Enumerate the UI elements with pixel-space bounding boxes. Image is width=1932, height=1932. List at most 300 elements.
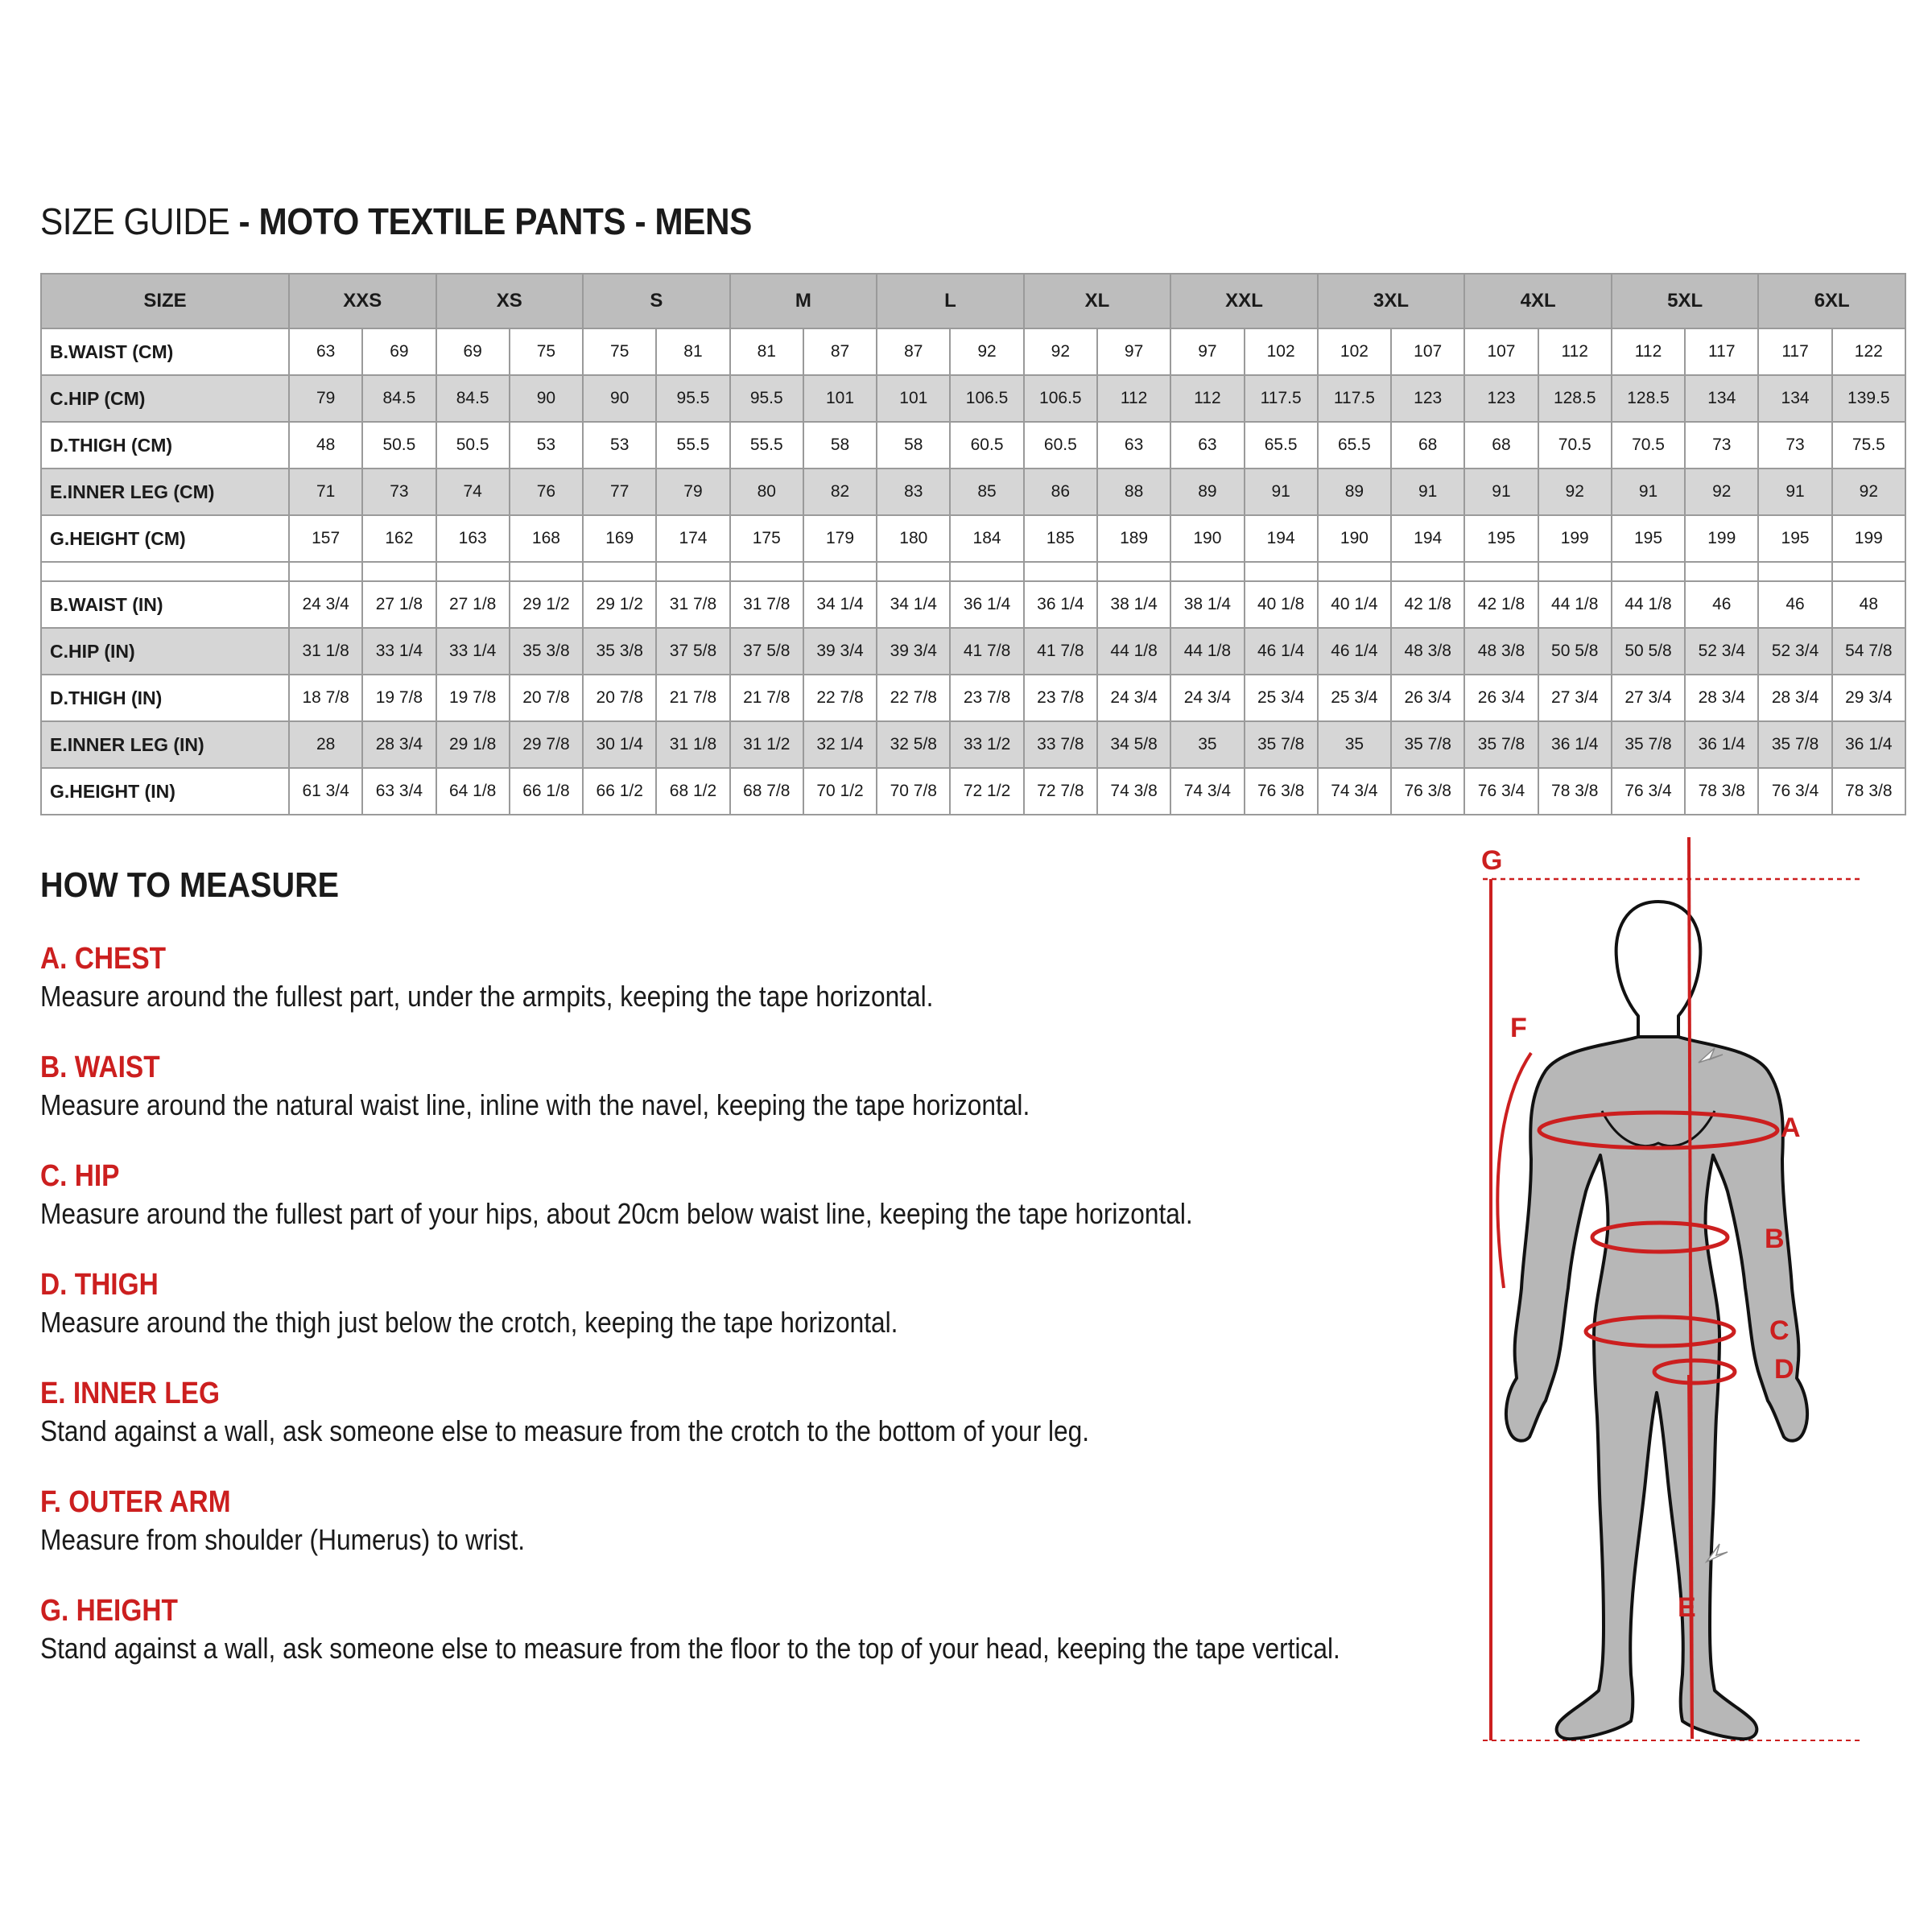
table-cell: 190 <box>1318 515 1391 562</box>
table-cell: 44 1/8 <box>1612 581 1685 628</box>
spacer-cell <box>1832 562 1905 581</box>
table-cell: 44 1/8 <box>1170 628 1244 675</box>
table-cell: 34 1/4 <box>803 581 877 628</box>
row-label: E.INNER LEG (CM) <box>41 469 289 515</box>
table-cell: 77 <box>583 469 656 515</box>
table-cell: 42 1/8 <box>1464 581 1538 628</box>
table-cell: 22 7/8 <box>803 675 877 721</box>
title-main: - MOTO TEXTILE PANTS - MENS <box>229 200 752 242</box>
table-cell: 44 1/8 <box>1097 628 1170 675</box>
table-cell: 26 3/4 <box>1464 675 1538 721</box>
table-cell: 31 1/2 <box>730 721 803 768</box>
table-cell: 19 7/8 <box>362 675 436 721</box>
table-cell: 24 3/4 <box>1170 675 1244 721</box>
table-cell: 32 1/4 <box>803 721 877 768</box>
table-cell: 106.5 <box>1024 375 1097 422</box>
size-header-cell: XXL <box>1170 274 1318 328</box>
table-cell: 123 <box>1464 375 1538 422</box>
row-label: G.HEIGHT (CM) <box>41 515 289 562</box>
table-cell: 97 <box>1097 328 1170 375</box>
table-cell: 33 1/2 <box>950 721 1023 768</box>
measure-description: Measure around the fullest part of your hips, about 20cm below waist line, keeping the tape horizontal. <box>40 1197 1193 1230</box>
table-cell: 82 <box>803 469 877 515</box>
table-cell: 74 3/8 <box>1097 768 1170 815</box>
table-cell: 27 3/4 <box>1612 675 1685 721</box>
table-cell: 157 <box>289 515 362 562</box>
table-cell: 37 5/8 <box>656 628 729 675</box>
table-cell: 35 7/8 <box>1758 721 1831 768</box>
table-cell: 55.5 <box>730 422 803 469</box>
table-cell: 52 3/4 <box>1685 628 1758 675</box>
table-cell: 70.5 <box>1538 422 1612 469</box>
table-cell: 29 1/2 <box>510 581 583 628</box>
table-cell: 85 <box>950 469 1023 515</box>
table-cell: 39 3/4 <box>877 628 950 675</box>
label-f: F <box>1510 1013 1527 1043</box>
size-header-cell: XS <box>436 274 584 328</box>
table-cell: 199 <box>1832 515 1905 562</box>
table-cell: 58 <box>803 422 877 469</box>
table-cell: 75 <box>583 328 656 375</box>
table-cell: 81 <box>656 328 729 375</box>
row-label: B.WAIST (CM) <box>41 328 289 375</box>
table-cell: 112 <box>1538 328 1612 375</box>
spacer-cell <box>656 562 729 581</box>
table-cell: 23 7/8 <box>950 675 1023 721</box>
table-cell: 32 5/8 <box>877 721 950 768</box>
measure-description: Measure around the fullest part, under the armpits, keeping the tape horizontal. <box>40 980 934 1013</box>
spacer-cell <box>730 562 803 581</box>
spacer-cell <box>1758 562 1831 581</box>
table-cell: 24 3/4 <box>1097 675 1170 721</box>
table-cell: 21 7/8 <box>730 675 803 721</box>
table-cell: 185 <box>1024 515 1097 562</box>
table-cell: 68 7/8 <box>730 768 803 815</box>
table-cell: 76 3/4 <box>1758 768 1831 815</box>
spacer-cell <box>1538 562 1612 581</box>
size-header-cell: 5XL <box>1612 274 1759 328</box>
table-cell: 50.5 <box>362 422 436 469</box>
body-measurement-figure <box>1465 837 1884 1755</box>
row-label: E.INNER LEG (IN) <box>41 721 289 768</box>
row-label: B.WAIST (IN) <box>41 581 289 628</box>
size-header-cell: S <box>583 274 730 328</box>
table-cell: 36 1/4 <box>1832 721 1905 768</box>
table-cell: 55.5 <box>656 422 729 469</box>
table-cell: 97 <box>1170 328 1244 375</box>
table-row <box>41 328 1905 375</box>
measure-heading: G. HEIGHT <box>40 1594 178 1628</box>
table-cell: 33 1/4 <box>362 628 436 675</box>
table-cell: 83 <box>877 469 950 515</box>
size-header-cell: L <box>877 274 1024 328</box>
table-cell: 52 3/4 <box>1758 628 1831 675</box>
table-cell: 74 <box>436 469 510 515</box>
table-cell: 30 1/4 <box>583 721 656 768</box>
measure-item <box>40 942 1409 1013</box>
table-row <box>41 628 1905 675</box>
label-d: D <box>1774 1354 1794 1385</box>
table-cell: 64 1/8 <box>436 768 510 815</box>
how-to-measure-heading: HOW TO MEASURE <box>40 865 340 905</box>
table-cell: 84.5 <box>436 375 510 422</box>
table-cell: 75 <box>510 328 583 375</box>
table-cell: 92 <box>1832 469 1905 515</box>
table-cell: 66 1/2 <box>583 768 656 815</box>
label-c: C <box>1769 1315 1790 1346</box>
spacer-cell <box>41 562 289 581</box>
table-cell: 46 1/4 <box>1245 628 1318 675</box>
table-cell: 22 7/8 <box>877 675 950 721</box>
table-cell: 50 5/8 <box>1538 628 1612 675</box>
table-cell: 53 <box>510 422 583 469</box>
table-cell: 76 3/4 <box>1464 768 1538 815</box>
table-cell: 63 <box>289 328 362 375</box>
table-cell: 68 <box>1391 422 1464 469</box>
measure-heading: E. INNER LEG <box>40 1377 220 1410</box>
row-label: G.HEIGHT (IN) <box>41 768 289 815</box>
measure-item <box>40 1485 1409 1557</box>
table-cell: 65.5 <box>1245 422 1318 469</box>
measure-item <box>40 1268 1409 1340</box>
table-cell: 101 <box>877 375 950 422</box>
size-header-label: SIZE <box>41 274 289 328</box>
table-cell: 74 3/4 <box>1170 768 1244 815</box>
measure-description: Measure from shoulder (Humerus) to wrist. <box>40 1523 526 1556</box>
table-cell: 180 <box>877 515 950 562</box>
table-cell: 29 3/4 <box>1832 675 1905 721</box>
table-cell: 48 3/8 <box>1391 628 1464 675</box>
table-cell: 72 1/2 <box>950 768 1023 815</box>
measure-item <box>40 1594 1409 1666</box>
table-cell: 27 1/8 <box>362 581 436 628</box>
table-cell: 40 1/4 <box>1318 581 1391 628</box>
table-cell: 189 <box>1097 515 1170 562</box>
measure-description: Stand against a wall, ask someone else to measure from the crotch to the bottom of your leg. <box>40 1414 1090 1447</box>
table-cell: 58 <box>877 422 950 469</box>
measure-heading: C. HIP <box>40 1159 120 1193</box>
table-cell: 195 <box>1758 515 1831 562</box>
table-cell: 70.5 <box>1612 422 1685 469</box>
table-cell: 63 <box>1097 422 1170 469</box>
table-cell: 34 5/8 <box>1097 721 1170 768</box>
spacer-cell <box>362 562 436 581</box>
table-cell: 41 7/8 <box>950 628 1023 675</box>
table-cell: 25 3/4 <box>1318 675 1391 721</box>
measure-description: Stand against a wall, ask someone else to measure from the floor to the top of your head, keeping the tape vertical. <box>40 1632 1340 1665</box>
table-cell: 28 3/4 <box>362 721 436 768</box>
table-cell: 117 <box>1758 328 1831 375</box>
table-row <box>41 469 1905 515</box>
table-cell: 29 1/8 <box>436 721 510 768</box>
table-cell: 27 3/4 <box>1538 675 1612 721</box>
spacer-cell <box>803 562 877 581</box>
table-cell: 174 <box>656 515 729 562</box>
size-header-cell: 6XL <box>1758 274 1905 328</box>
table-cell: 101 <box>803 375 877 422</box>
table-cell: 60.5 <box>950 422 1023 469</box>
measure-heading: B. WAIST <box>40 1051 160 1084</box>
table-cell: 35 <box>1170 721 1244 768</box>
table-cell: 122 <box>1832 328 1905 375</box>
measure-item <box>40 1159 1409 1231</box>
table-cell: 123 <box>1391 375 1464 422</box>
table-cell: 48 <box>1832 581 1905 628</box>
table-cell: 46 <box>1758 581 1831 628</box>
spacer-cell <box>1685 562 1758 581</box>
table-cell: 128.5 <box>1538 375 1612 422</box>
table-row <box>41 515 1905 562</box>
table-cell: 28 3/4 <box>1685 675 1758 721</box>
table-cell: 91 <box>1245 469 1318 515</box>
table-cell: 92 <box>1685 469 1758 515</box>
table-cell: 27 1/8 <box>436 581 510 628</box>
table-cell: 134 <box>1685 375 1758 422</box>
table-cell: 48 <box>289 422 362 469</box>
measure-heading: F. OUTER ARM <box>40 1485 231 1519</box>
table-cell: 54 7/8 <box>1832 628 1905 675</box>
table-cell: 199 <box>1538 515 1612 562</box>
table-cell: 72 7/8 <box>1024 768 1097 815</box>
measure-heading: A. CHEST <box>40 942 167 976</box>
table-cell: 106.5 <box>950 375 1023 422</box>
table-cell: 92 <box>1538 469 1612 515</box>
table-cell: 65.5 <box>1318 422 1391 469</box>
table-cell: 195 <box>1612 515 1685 562</box>
table-cell: 92 <box>950 328 1023 375</box>
table-cell: 35 3/8 <box>583 628 656 675</box>
table-cell: 38 1/4 <box>1170 581 1244 628</box>
table-cell: 60.5 <box>1024 422 1097 469</box>
title-prefix: SIZE GUIDE <box>40 200 230 242</box>
table-cell: 36 1/4 <box>1538 721 1612 768</box>
measure-item <box>40 1051 1409 1122</box>
table-cell: 112 <box>1097 375 1170 422</box>
size-header-cell: 4XL <box>1464 274 1612 328</box>
table-cell: 87 <box>877 328 950 375</box>
body-silhouette <box>1506 902 1807 1739</box>
table-cell: 91 <box>1391 469 1464 515</box>
table-cell: 76 <box>510 469 583 515</box>
table-spacer-row <box>41 562 1905 581</box>
table-row <box>41 581 1905 628</box>
table-cell: 117.5 <box>1245 375 1318 422</box>
table-cell: 112 <box>1170 375 1244 422</box>
table-cell: 20 7/8 <box>510 675 583 721</box>
table-cell: 73 <box>1685 422 1758 469</box>
spacer-cell <box>1464 562 1538 581</box>
table-cell: 90 <box>510 375 583 422</box>
spacer-cell <box>1024 562 1097 581</box>
table-cell: 35 7/8 <box>1245 721 1318 768</box>
table-cell: 28 3/4 <box>1758 675 1831 721</box>
table-cell: 195 <box>1464 515 1538 562</box>
table-cell: 31 7/8 <box>656 581 729 628</box>
measure-heading: D. THIGH <box>40 1268 159 1302</box>
table-cell: 35 7/8 <box>1391 721 1464 768</box>
table-cell: 102 <box>1318 328 1391 375</box>
table-cell: 33 1/4 <box>436 628 510 675</box>
label-a: A <box>1781 1113 1801 1143</box>
size-header-cell: 3XL <box>1318 274 1465 328</box>
spacer-cell <box>1612 562 1685 581</box>
table-cell: 194 <box>1391 515 1464 562</box>
table-cell: 78 3/8 <box>1538 768 1612 815</box>
table-cell: 31 1/8 <box>656 721 729 768</box>
table-cell: 75.5 <box>1832 422 1905 469</box>
table-cell: 61 3/4 <box>289 768 362 815</box>
table-cell: 91 <box>1464 469 1538 515</box>
table-cell: 194 <box>1245 515 1318 562</box>
table-cell: 36 1/4 <box>950 581 1023 628</box>
table-cell: 35 3/8 <box>510 628 583 675</box>
table-row <box>41 375 1905 422</box>
table-cell: 81 <box>730 328 803 375</box>
table-cell: 69 <box>436 328 510 375</box>
table-cell: 48 3/8 <box>1464 628 1538 675</box>
table-cell: 74 3/4 <box>1318 768 1391 815</box>
label-e: E <box>1678 1592 1696 1623</box>
table-cell: 102 <box>1245 328 1318 375</box>
table-cell: 112 <box>1612 328 1685 375</box>
spacer-cell <box>289 562 362 581</box>
spacer-cell <box>436 562 510 581</box>
spacer-cell <box>1318 562 1391 581</box>
measure-description: Measure around the natural waist line, inline with the navel, keeping the tape horizontal. <box>40 1088 1030 1121</box>
table-cell: 76 3/8 <box>1245 768 1318 815</box>
table-cell: 199 <box>1685 515 1758 562</box>
table-cell: 38 1/4 <box>1097 581 1170 628</box>
table-cell: 37 5/8 <box>730 628 803 675</box>
table-cell: 117 <box>1685 328 1758 375</box>
spacer-cell <box>510 562 583 581</box>
table-cell: 91 <box>1612 469 1685 515</box>
table-cell: 69 <box>362 328 436 375</box>
table-cell: 23 7/8 <box>1024 675 1097 721</box>
table-row <box>41 675 1905 721</box>
label-g: G <box>1481 845 1503 876</box>
table-cell: 19 7/8 <box>436 675 510 721</box>
row-label: C.HIP (IN) <box>41 628 289 675</box>
size-header-cell: XXS <box>289 274 436 328</box>
size-header-cell: M <box>730 274 877 328</box>
table-cell: 117.5 <box>1318 375 1391 422</box>
size-header-cell: XL <box>1024 274 1171 328</box>
table-cell: 78 3/8 <box>1685 768 1758 815</box>
table-cell: 44 1/8 <box>1538 581 1612 628</box>
table-cell: 128.5 <box>1612 375 1685 422</box>
table-cell: 89 <box>1318 469 1391 515</box>
spacer-cell <box>1170 562 1244 581</box>
table-cell: 35 7/8 <box>1612 721 1685 768</box>
size-table <box>40 273 1906 815</box>
table-cell: 79 <box>656 469 729 515</box>
table-cell: 89 <box>1170 469 1244 515</box>
table-cell: 33 7/8 <box>1024 721 1097 768</box>
table-cell: 68 <box>1464 422 1538 469</box>
table-cell: 139.5 <box>1832 375 1905 422</box>
page-title <box>40 200 752 243</box>
spacer-cell <box>583 562 656 581</box>
table-cell: 20 7/8 <box>583 675 656 721</box>
table-cell: 70 7/8 <box>877 768 950 815</box>
table-cell: 76 3/8 <box>1391 768 1464 815</box>
table-row <box>41 422 1905 469</box>
spacer-cell <box>1245 562 1318 581</box>
table-cell: 29 7/8 <box>510 721 583 768</box>
table-cell: 79 <box>289 375 362 422</box>
table-cell: 36 1/4 <box>1024 581 1097 628</box>
table-cell: 18 7/8 <box>289 675 362 721</box>
label-b: B <box>1765 1224 1785 1254</box>
table-cell: 42 1/8 <box>1391 581 1464 628</box>
table-cell: 34 1/4 <box>877 581 950 628</box>
table-cell: 31 1/8 <box>289 628 362 675</box>
row-label: D.THIGH (CM) <box>41 422 289 469</box>
row-label: C.HIP (CM) <box>41 375 289 422</box>
table-cell: 168 <box>510 515 583 562</box>
table-cell: 35 <box>1318 721 1391 768</box>
table-cell: 50.5 <box>436 422 510 469</box>
table-cell: 68 1/2 <box>656 768 729 815</box>
table-cell: 39 3/4 <box>803 628 877 675</box>
table-cell: 107 <box>1391 328 1464 375</box>
table-cell: 73 <box>1758 422 1831 469</box>
table-cell: 169 <box>583 515 656 562</box>
table-cell: 95.5 <box>730 375 803 422</box>
table-cell: 50 5/8 <box>1612 628 1685 675</box>
table-cell: 66 1/8 <box>510 768 583 815</box>
table-cell: 70 1/2 <box>803 768 877 815</box>
table-cell: 163 <box>436 515 510 562</box>
table-cell: 162 <box>362 515 436 562</box>
table-cell: 41 7/8 <box>1024 628 1097 675</box>
table-cell: 73 <box>362 469 436 515</box>
table-cell: 86 <box>1024 469 1097 515</box>
table-row <box>41 768 1905 815</box>
table-cell: 46 <box>1685 581 1758 628</box>
table-cell: 26 3/4 <box>1391 675 1464 721</box>
table-cell: 78 3/8 <box>1832 768 1905 815</box>
table-row <box>41 721 1905 768</box>
table-cell: 80 <box>730 469 803 515</box>
measure-description: Measure around the thigh just below the crotch, keeping the tape horizontal. <box>40 1306 898 1339</box>
size-header-row <box>41 274 1905 328</box>
table-cell: 184 <box>950 515 1023 562</box>
table-cell: 28 <box>289 721 362 768</box>
table-cell: 40 1/8 <box>1245 581 1318 628</box>
table-cell: 190 <box>1170 515 1244 562</box>
table-cell: 76 3/4 <box>1612 768 1685 815</box>
spacer-cell <box>1391 562 1464 581</box>
table-cell: 92 <box>1024 328 1097 375</box>
table-cell: 25 3/4 <box>1245 675 1318 721</box>
table-cell: 87 <box>803 328 877 375</box>
table-cell: 90 <box>583 375 656 422</box>
table-cell: 53 <box>583 422 656 469</box>
table-cell: 84.5 <box>362 375 436 422</box>
table-cell: 175 <box>730 515 803 562</box>
table-cell: 63 <box>1170 422 1244 469</box>
table-cell: 29 1/2 <box>583 581 656 628</box>
row-label: D.THIGH (IN) <box>41 675 289 721</box>
measure-item <box>40 1377 1409 1448</box>
table-cell: 46 1/4 <box>1318 628 1391 675</box>
table-cell: 36 1/4 <box>1685 721 1758 768</box>
table-cell: 63 3/4 <box>362 768 436 815</box>
table-cell: 134 <box>1758 375 1831 422</box>
table-cell: 88 <box>1097 469 1170 515</box>
